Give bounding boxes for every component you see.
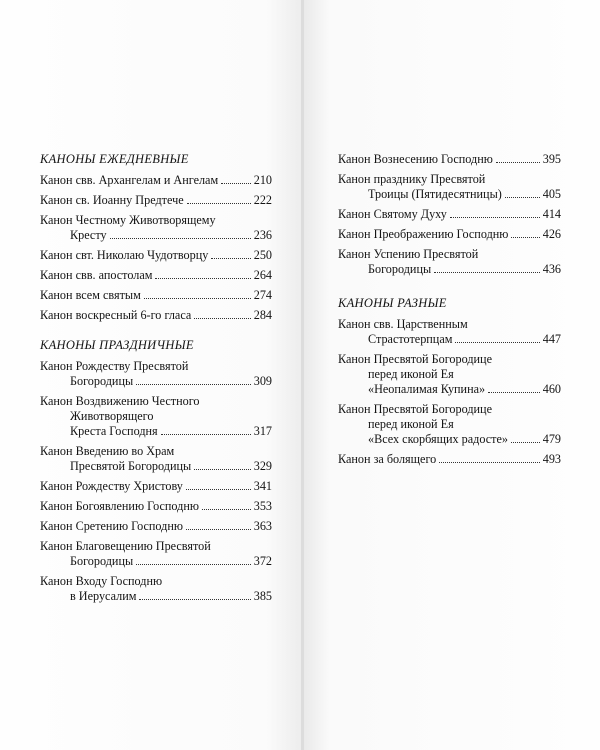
entry-title-continued: Креста Господня <box>70 424 158 438</box>
toc-entry[interactable] <box>40 479 272 494</box>
toc-entry[interactable] <box>40 574 272 604</box>
entry-title: Канон свв. Царственным <box>338 317 468 331</box>
entry-title: Канон Введению во Храм <box>40 444 175 458</box>
toc-entry[interactable] <box>338 172 561 202</box>
toc-entry[interactable] <box>338 452 561 467</box>
dot-leader <box>439 462 539 463</box>
page-number: 363 <box>253 519 272 533</box>
page-number: 414 <box>542 207 561 221</box>
page-number: 426 <box>542 227 561 241</box>
entry-title-continued: Пресвятой Богородицы <box>70 459 192 473</box>
toc-entry[interactable] <box>40 308 272 323</box>
page-number: 264 <box>253 268 272 282</box>
entry-title-continued: Богородицы <box>368 262 432 276</box>
page-number: 447 <box>542 332 561 346</box>
dot-leader <box>187 203 251 204</box>
entry-title: Канон Успению Пресвятой <box>338 247 479 261</box>
section-title: КАНОНЫ РАЗНЫЕ <box>338 296 447 310</box>
entry-title-continued: Кресту <box>70 228 107 242</box>
entry-title: Канон свв. Архангелам и Ангелам <box>40 173 219 187</box>
toc-entry[interactable] <box>338 207 561 222</box>
toc-entry[interactable] <box>40 539 272 569</box>
toc-entry[interactable] <box>40 394 272 439</box>
toc-entry[interactable] <box>40 268 272 283</box>
entry-title-continued: в Иерусалим <box>70 589 137 603</box>
entry-title: Канон св. Иоанну Предтече <box>40 193 184 207</box>
page-number: 405 <box>542 187 561 201</box>
entry-title: Канон Святому Духу <box>338 207 447 221</box>
entry-title: Канон Преображению Господню <box>338 227 509 241</box>
page-number: 222 <box>253 193 272 207</box>
entry-title: Канон Рождеству Христову <box>40 479 183 493</box>
toc-entry[interactable] <box>40 444 272 474</box>
dot-leader <box>186 529 251 530</box>
dot-leader <box>186 489 251 490</box>
entry-title-continued: перед иконой Ея <box>368 367 454 381</box>
page-number: 341 <box>253 479 272 493</box>
page-number: 395 <box>542 152 561 166</box>
toc-entry[interactable] <box>40 499 272 514</box>
dot-leader <box>434 272 540 273</box>
dot-leader <box>110 238 251 239</box>
entry-title-continued: Троицы (Пятидесятницы) <box>368 187 502 201</box>
entry-title: Канон Пресвятой Богородице <box>338 352 492 366</box>
dot-leader <box>505 197 540 198</box>
section-feast-canons-continued <box>338 152 561 277</box>
dot-leader <box>488 392 540 393</box>
section-title: КАНОНЫ ПРАЗДНИЧНЫЕ <box>40 338 194 352</box>
entry-title: Канон свв. апостолам <box>40 268 153 282</box>
dot-leader <box>450 217 540 218</box>
dot-leader <box>496 162 540 163</box>
dot-leader <box>511 237 539 238</box>
entry-title: Канон Рождеству Пресвятой <box>40 359 189 373</box>
book-gutter <box>301 0 304 750</box>
entry-title: Канон Благовещению Пресвятой <box>40 539 211 553</box>
entry-title: Канон Воздвижению Честного <box>40 394 200 408</box>
page-number: 493 <box>542 452 561 466</box>
section-feast-canons <box>40 359 272 604</box>
entry-title-continued: Богородицы <box>70 554 134 568</box>
section-title: КАНОНЫ ЕЖЕДНЕВНЫЕ <box>40 152 189 166</box>
toc-entry[interactable] <box>40 519 272 534</box>
dot-leader <box>221 183 251 184</box>
toc-entry[interactable] <box>338 227 561 242</box>
toc-entry[interactable] <box>40 213 272 243</box>
entry-title: Канон празднику Пресвятой <box>338 172 486 186</box>
entry-title: Канон Пресвятой Богородице <box>338 402 492 416</box>
toc-entry[interactable] <box>40 288 272 303</box>
page-number: 436 <box>542 262 561 276</box>
entry-title: Канон Вознесению Господню <box>338 152 493 166</box>
page-number: 317 <box>253 424 272 438</box>
entry-title: Канон за болящего <box>338 452 437 466</box>
dot-leader <box>194 318 250 319</box>
left-column <box>40 152 272 609</box>
dot-leader <box>139 599 250 600</box>
toc-entry[interactable] <box>338 317 561 347</box>
entry-title: Канон воскресный 6-го гласа <box>40 308 192 322</box>
toc-entry[interactable] <box>338 402 561 447</box>
entry-title-continued: Страстотерпцам <box>368 332 453 346</box>
entry-title: Канон Честному Животворящему <box>40 213 216 227</box>
toc-entry[interactable] <box>338 152 561 167</box>
toc-entry[interactable] <box>338 247 561 277</box>
toc-entry[interactable] <box>40 248 272 263</box>
right-column <box>338 152 561 472</box>
entry-title: Канон всем святым <box>40 288 141 302</box>
page-number: 210 <box>253 173 272 187</box>
dot-leader <box>194 469 251 470</box>
entry-title: Канон Входу Господню <box>40 574 163 588</box>
dot-leader <box>211 258 250 259</box>
entry-title-continued: «Неопалимая Купина» <box>368 382 486 396</box>
dot-leader <box>161 434 251 435</box>
toc-entry[interactable] <box>40 193 272 208</box>
dot-leader <box>136 564 251 565</box>
dot-leader <box>511 442 540 443</box>
page-number: 329 <box>253 459 272 473</box>
entry-title: Канон Богоявлению Господню <box>40 499 199 513</box>
toc-entry[interactable] <box>338 352 561 397</box>
entry-title-continued: Богородицы <box>70 374 134 388</box>
toc-entry[interactable] <box>40 173 272 188</box>
page-number: 274 <box>253 288 272 302</box>
dot-leader <box>136 384 251 385</box>
page-number: 460 <box>542 382 561 396</box>
dot-leader <box>155 278 250 279</box>
page-number: 479 <box>542 432 561 446</box>
page-number: 309 <box>253 374 272 388</box>
entry-title-continued: «Всех скорбящих радосте» <box>368 432 508 446</box>
section-various-canons <box>338 317 561 467</box>
entry-title: Канон свт. Николаю Чудотворцу <box>40 248 209 262</box>
page-number: 385 <box>253 589 272 603</box>
page-number: 353 <box>253 499 272 513</box>
entry-title-continued: Животворящего <box>70 409 154 423</box>
page-number: 284 <box>253 308 272 322</box>
page-number: 250 <box>253 248 272 262</box>
page-number: 372 <box>253 554 272 568</box>
dot-leader <box>455 342 539 343</box>
page-number: 236 <box>253 228 272 242</box>
dot-leader <box>144 298 251 299</box>
entry-title-continued: перед иконой Ея <box>368 417 454 431</box>
entry-title: Канон Сретению Господню <box>40 519 183 533</box>
dot-leader <box>202 509 251 510</box>
section-daily-canons <box>40 173 272 323</box>
toc-entry[interactable] <box>40 359 272 389</box>
